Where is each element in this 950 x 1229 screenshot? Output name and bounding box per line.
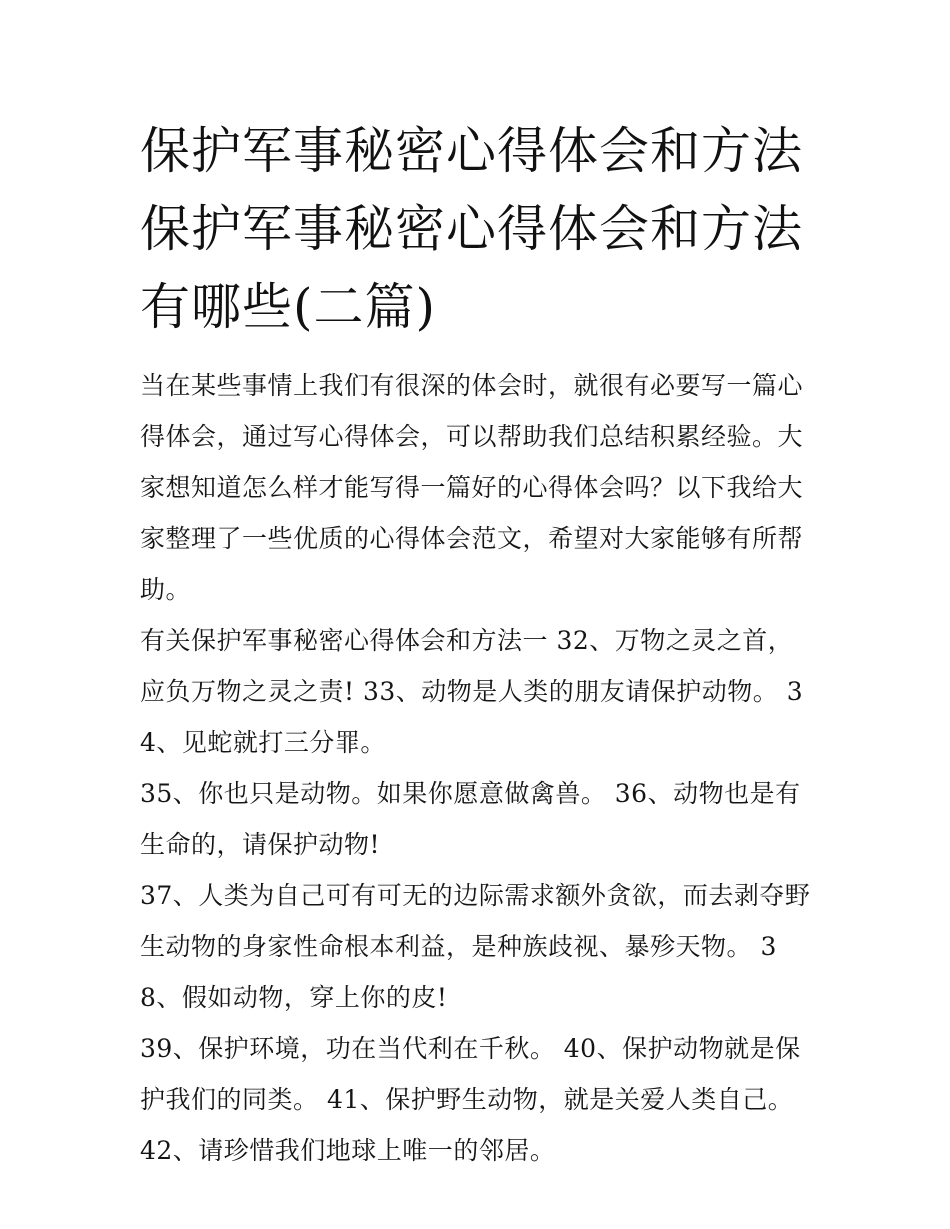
body-paragraph-1: 有关保护军事秘密心得体会和方法一 32、万物之灵之首，应负万物之灵之责! 33、动物是人类的朋友请保护动物。 34、见蛇就打三分罪。 — [140, 626, 804, 757]
title-line-3: 有哪些(二篇) — [140, 278, 437, 336]
title-line-2: 保护军事秘密心得体会和方法 — [140, 200, 803, 258]
body-paragraph-3: 37、人类为自己可有可无的边际需求额外贪欲，而去剥夺野生动物的身家性命根本利益，是种族歧视、暴殄天物。 38、假如动物，穿上你的皮! — [140, 881, 811, 1012]
intro-paragraph: 当在某些事情上我们有很深的体会时，就很有必要写一篇心得体会，通过写心得体会，可以帮助我们总结积累经验。大家想知道怎么样才能写得一篇好的心得体会吗？以下我给大家整理了一些优质的心得体会范文，希望对大家能够有所帮助。 — [140, 371, 804, 604]
document-page — [140, 112, 815, 1176]
body-paragraph-4: 39、保护环境，功在当代利在千秋。 40、保护动物就是保护我们的同类。 41、保护野生动物，就是关爱人类自己。 42、请珍惜我们地球上唯一的邻居。 — [140, 1034, 801, 1165]
body-paragraph-2: 35、你也只是动物。如果你愿意做禽兽。 36、动物也是有生命的，请保护动物! — [140, 779, 801, 859]
document-body — [140, 360, 815, 1176]
title-line-1: 保护军事秘密心得体会和方法 — [140, 122, 803, 180]
document-title — [140, 112, 815, 346]
